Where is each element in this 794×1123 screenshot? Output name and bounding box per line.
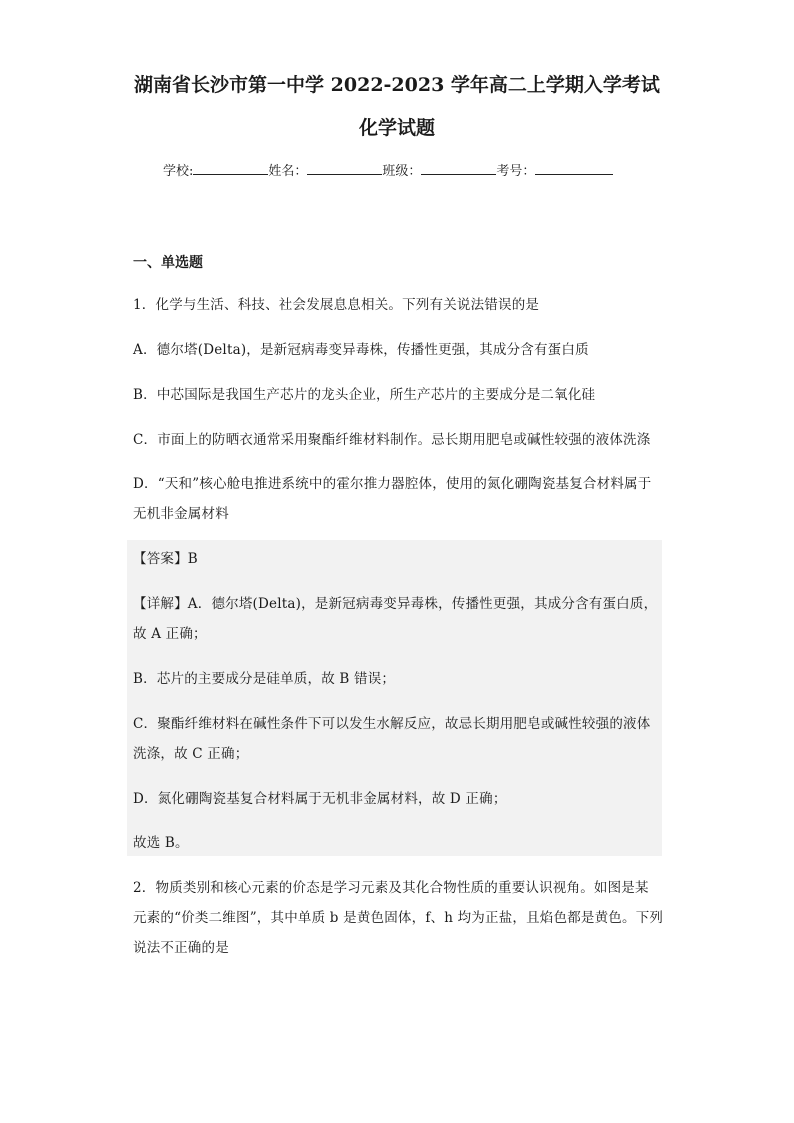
q1-stem: 1．化学与生活、科技、社会发展息息相关。下列有关说法错误的是: [133, 297, 540, 313]
school-label: 学校:: [163, 164, 194, 179]
id-blank: [535, 160, 613, 175]
page-subtitle: 化学试题: [358, 117, 435, 139]
q1-explain-line2: 故 A 正确；: [133, 626, 207, 642]
q1-answer: 【答案】B: [133, 551, 198, 567]
q1-explain-c-line1: C．聚酯纤维材料在碱性条件下可以发生水解反应，故忌长期用肥皂或碱性较强的液体: [133, 716, 651, 732]
school-blank: [193, 160, 268, 175]
q1-option-d-line2: 无机非金属材料: [133, 506, 229, 522]
q1-option-d-line1: D．“天和”核心舱电推进系统中的霍尔推力器腔体，使用的氮化硼陶瓷基复合材料属于: [133, 476, 652, 492]
q2-stem-line3: 说法不正确的是: [133, 940, 229, 956]
class-label: 班级：: [382, 164, 422, 179]
q2-stem-line2: 元素的“价类二维图”，其中单质 b 是黄色固体，f、h 均为正盐，且焰色都是黄色。下列: [133, 910, 664, 926]
q1-explain-c-line2: 洗涤，故 C 正确；: [133, 746, 249, 762]
name-blank: [307, 160, 382, 175]
class-blank: [421, 160, 496, 175]
q2-stem-line1: 2．物质类别和核心元素的价态是学习元素及其化合物性质的重要认识视角。如图是某: [133, 880, 649, 896]
q1-explain-line1: 【详解】A．德尔塔(Delta)，是新冠病毒变异毒株，传播性更强，其成分含有蛋白质，: [133, 596, 658, 612]
q1-option-c: C．市面上的防晒衣通常采用聚酯纤维材料制作。忌长期用肥皂或碱性较强的液体洗涤: [133, 432, 651, 448]
q1-explain-d: D．氮化硼陶瓷基复合材料属于无机非金属材料，故 D 正确；: [133, 791, 507, 807]
q1-explain-b: B．芯片的主要成分是硅单质，故 B 错误；: [133, 671, 396, 687]
name-label: 姓名：: [268, 164, 308, 179]
page-title: 湖南省长沙市第一中学 2022-2023 学年高二上学期入学考试: [134, 74, 660, 96]
answer-box: [127, 540, 662, 856]
q1-option-a: A．德尔塔(Delta)，是新冠病毒变异毒株，传播性更强，其成分含有蛋白质: [133, 342, 589, 358]
student-info-line: [163, 160, 613, 179]
section-title: 一、单选题: [133, 255, 203, 271]
id-label: 考号：: [496, 164, 536, 179]
q1-option-b: B．中芯国际是我国生产芯片的龙头企业，所生产芯片的主要成分是二氧化硅: [133, 387, 596, 403]
q1-conclusion: 故选 B。: [133, 835, 189, 851]
